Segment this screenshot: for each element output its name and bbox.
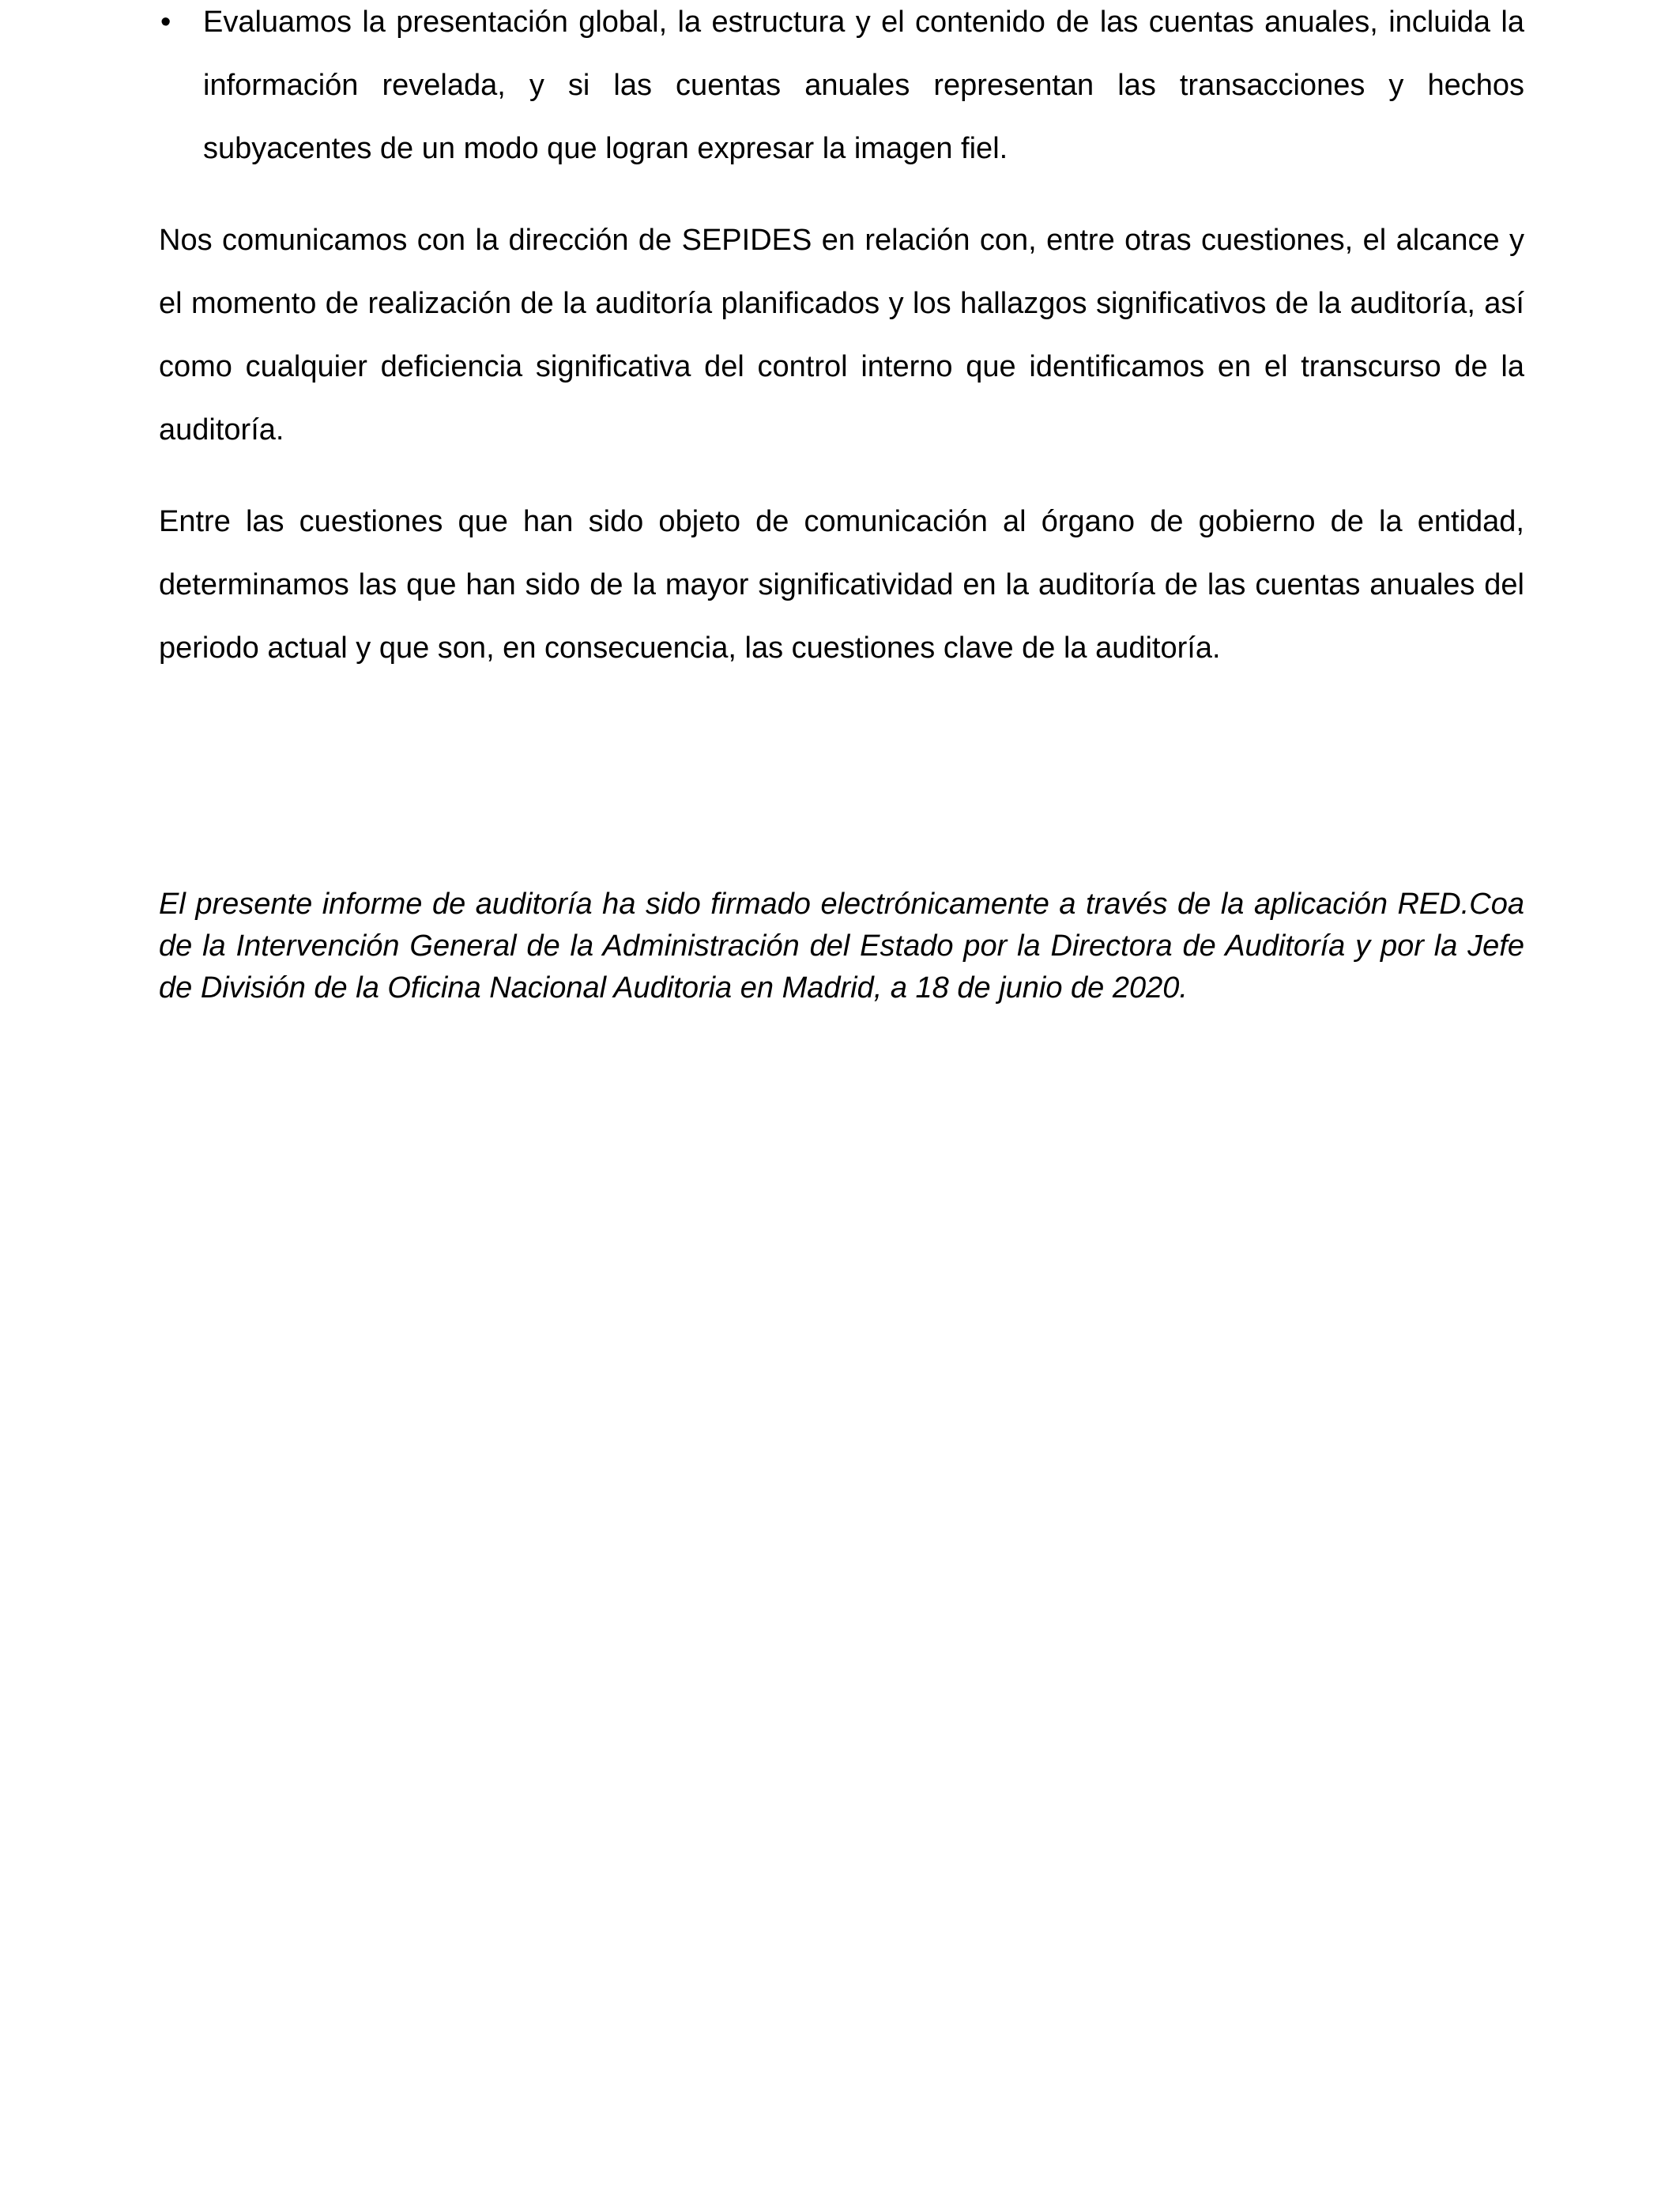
paragraph-communication: Nos comunicamos con la dirección de SEPIDES en relación con, entre otras cuestiones, el alcance y el momento de realización de la auditoría planificados y los hallazgos significativos de la auditoría, así como cualquier deficiencia significativa del control interno que identificamos en el transcurso de la auditoría. [159,224,1524,447]
document-body [159,0,1524,680]
bullet-list-item [159,0,1524,180]
bullet-marker: • [160,6,171,39]
bullet-text: Evaluamos la presentación global, la estructura y el contenido de las cuentas anuales, incluida la información revelada, y si las cuentas anuales representan las transacciones y hechos subyacentes de un modo que logran expresar la imagen fiel. [203,6,1524,165]
electronic-signature-note: El presente informe de auditoría ha sido firmado electrónicamente a través de la aplicación RED.Coa de la Intervención General de la Administración del Estado por la Directora de Auditoría y por la Jefe de División de la Oficina Nacional Auditoria en Madrid, a 18 de junio de 2020. [159,888,1524,1005]
paragraph-key-matters: Entre las cuestiones que han sido objeto de comunicación al órgano de gobierno de la entidad, determinamos las que han sido de la mayor significatividad en la auditoría de las cuentas anuales del periodo actual y que son, en consecuencia, las cuestiones clave de la auditoría. [159,505,1524,665]
